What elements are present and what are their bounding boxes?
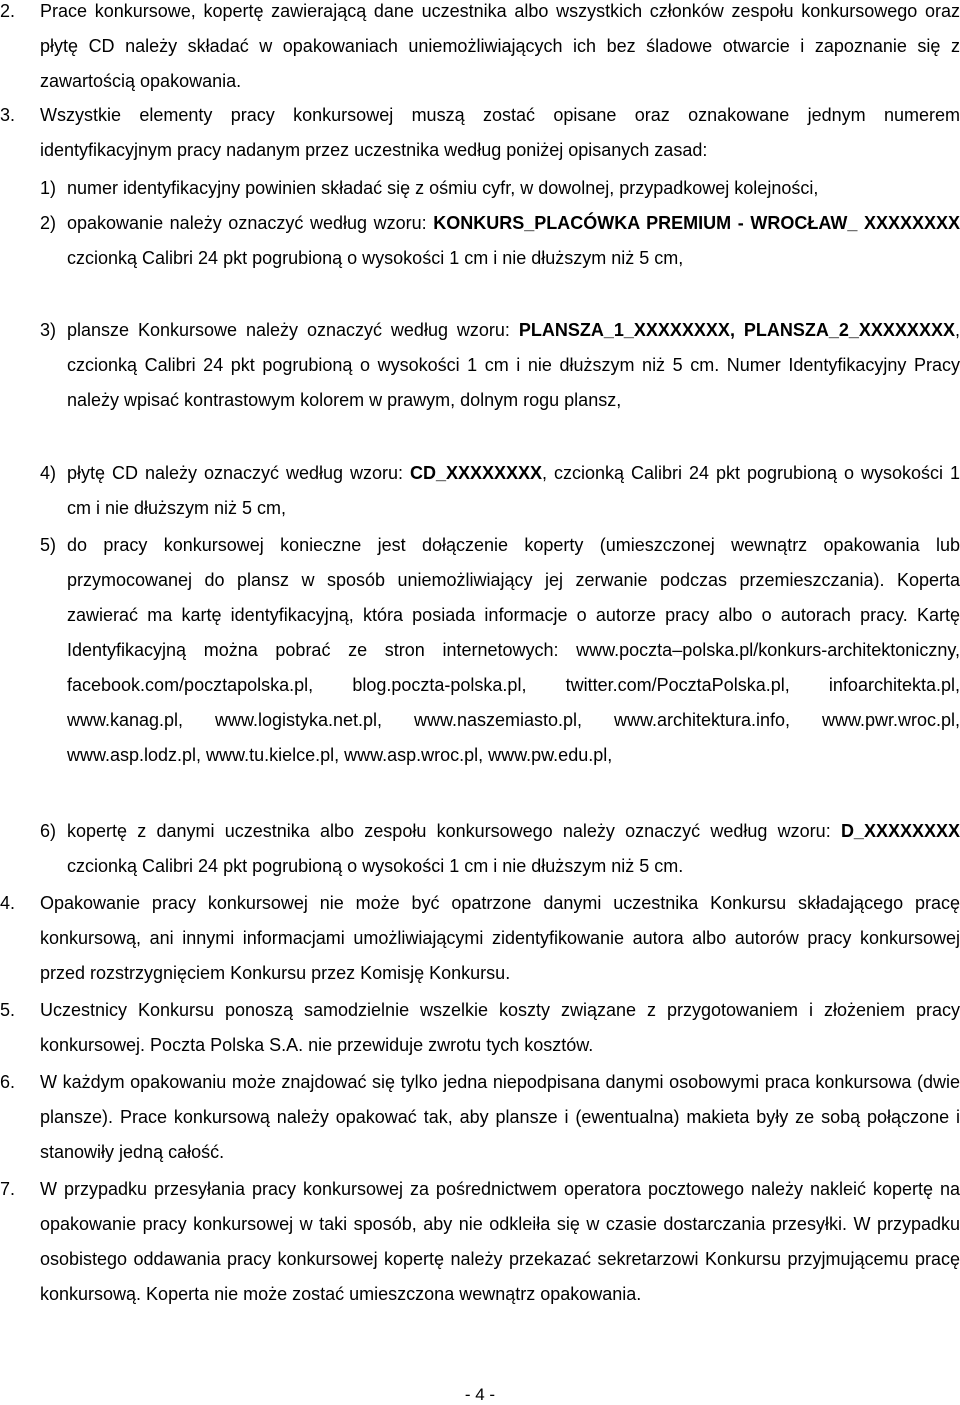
page-number: - 4 - — [464, 1385, 496, 1404]
sub-item-number: 6) — [40, 821, 57, 841]
sub-item-number: 2) — [40, 213, 57, 233]
item-text: Opakowanie pracy konkursowej nie może być opatrzone danymi uczestnika Konkursu składającego pracę konkursową, ani innymi informacjami umożliwiającymi zidentyfikowanie autora albo autorów pracy konkursowej przed rozstrzygnięciem Konkursu przez Komisję Konkursu. — [40, 893, 960, 983]
sub-item-text: numer identyfikacyjny powinien składać się z ośmiu cyfr, w dowolnej, przypadkowej kolejności, — [67, 178, 819, 198]
item-text: Wszystkie elementy pracy konkursowej muszą zostać opisane oraz oznakowane jednym numerem identyfikacyjnym pracy nadanym przez uczestnika według poniżej opisanych zasad: — [40, 105, 960, 160]
sub-item-text: płytę CD należy oznaczyć według wzoru: CD_XXXXXXXX, czcionką Calibri 24 pkt pogrubioną o wysokości 1 cm i nie dłuższym niż 5 cm, — [67, 463, 960, 518]
sub-item-number: 1) — [40, 178, 57, 198]
item-number: 4. — [0, 893, 16, 913]
label-pattern: PLANSZA_1_XXXXXXXX, PLANSZA_2_XXXXXXXX — [518, 320, 955, 340]
item-number: 7. — [0, 1179, 16, 1199]
item-number: 2. — [0, 1, 16, 21]
label-pattern: KONKURS_PLACÓWKA PREMIUM - WROCŁAW_ XXXXXXXX — [433, 213, 960, 233]
item-number: 5. — [0, 1000, 16, 1020]
sub-item-number: 4) — [40, 463, 57, 483]
item-number: 6. — [0, 1072, 16, 1092]
sub-item-number: 5) — [40, 535, 57, 555]
label-pattern: D_XXXXXXXX — [840, 821, 960, 841]
sub-item-text: do pracy konkursowej konieczne jest dołączenie koperty (umieszczonej wewnątrz opakowania lub przymocowanej do plansz w sposób uniemożliwiający jej zerwanie podczas przemieszczania). Koperta zawierać ma kartę identyfikacyjną, która posiada informacje o autorze pracy albo o autorach pracy. Kartę Identyfikacyjną można pobrać ze stron internetowych: www.poczta–polska.pl/konkurs-architektoniczny, facebook.com/pocztapolska.pl, blog.poczta-polska.pl, twitter.com/PocztaPolska.pl, infoarchitekta.pl, www.kanag.pl, www.logistyka.net.pl, www.naszemiasto.pl, www.architektura.info, www.pwr.wroc.pl, www.asp.lodz.pl, www.tu.kielce.pl, www.asp.wroc.pl, www.pw.edu.pl, — [67, 535, 960, 765]
sub-item-text: plansze Konkursowe należy oznaczyć według wzoru: PLANSZA_1_XXXXXXXX, PLANSZA_2_XXXXXXXX, czcionką Calibri 24 pkt pogrubioną o wysokości 1 cm i nie dłuższym niż 5 cm. Numer Identyfikacyjny Pracy należy wpisać kontrastowym kolorem w prawym, dolnym rogu plansz, — [67, 320, 960, 410]
item-text: W każdym opakowaniu może znajdować się tylko jedna niepodpisana danymi osobowymi praca konkursowa (dwie plansze). Prace konkursową należy opakować tak, aby plansze i (ewentualna) makieta były ze sobą połączone i stanowiły jedną całość. — [40, 1072, 960, 1162]
sub-item-number: 3) — [40, 320, 57, 340]
item-text: W przypadku przesyłania pracy konkursowej za pośrednictwem operatora pocztowego należy nakleić kopertę na opakowanie pracy konkursowej w taki sposób, aby nie odkleiła się w czasie dostarczania przesyłki. W przypadku osobistego oddawania pracy konkursowej kopertę należy przekazać sekretarzowi Konkursu przyjmującemu pracę konkursową. Koperta nie może zostać umieszczona wewnątrz opakowania. — [40, 1179, 960, 1304]
label-pattern: CD_XXXXXXXX — [409, 463, 543, 483]
item-text: Uczestnicy Konkursu ponoszą samodzielnie wszelkie koszty związane z przygotowaniem i złożeniem pracy konkursowej. Poczta Polska S.A. nie przewiduje zwrotu tych kosztów. — [40, 1000, 960, 1055]
sub-item-text: opakowanie należy oznaczyć według wzoru: KONKURS_PLACÓWKA PREMIUM - WROCŁAW_ XXXXXXXX czcionką Calibri 24 pkt pogrubioną o wysokości 1 cm i nie dłuższym niż 5 cm, — [67, 213, 960, 268]
sub-item-text: kopertę z danymi uczestnika albo zespołu konkursowego należy oznaczyć według wzoru: D_XXXXXXXX czcionką Calibri 24 pkt pogrubioną o wysokości 1 cm i nie dłuższym niż 5 cm. — [67, 821, 960, 876]
item-number: 3. — [0, 105, 16, 125]
item-text: Prace konkursowe, kopertę zawierającą dane uczestnika albo wszystkich członków zespołu konkursowego oraz płytę CD należy składać w opakowaniach uniemożliwiających ich bez śladowe otwarcie i zapoznanie się z zawartością opakowania. — [40, 1, 960, 91]
